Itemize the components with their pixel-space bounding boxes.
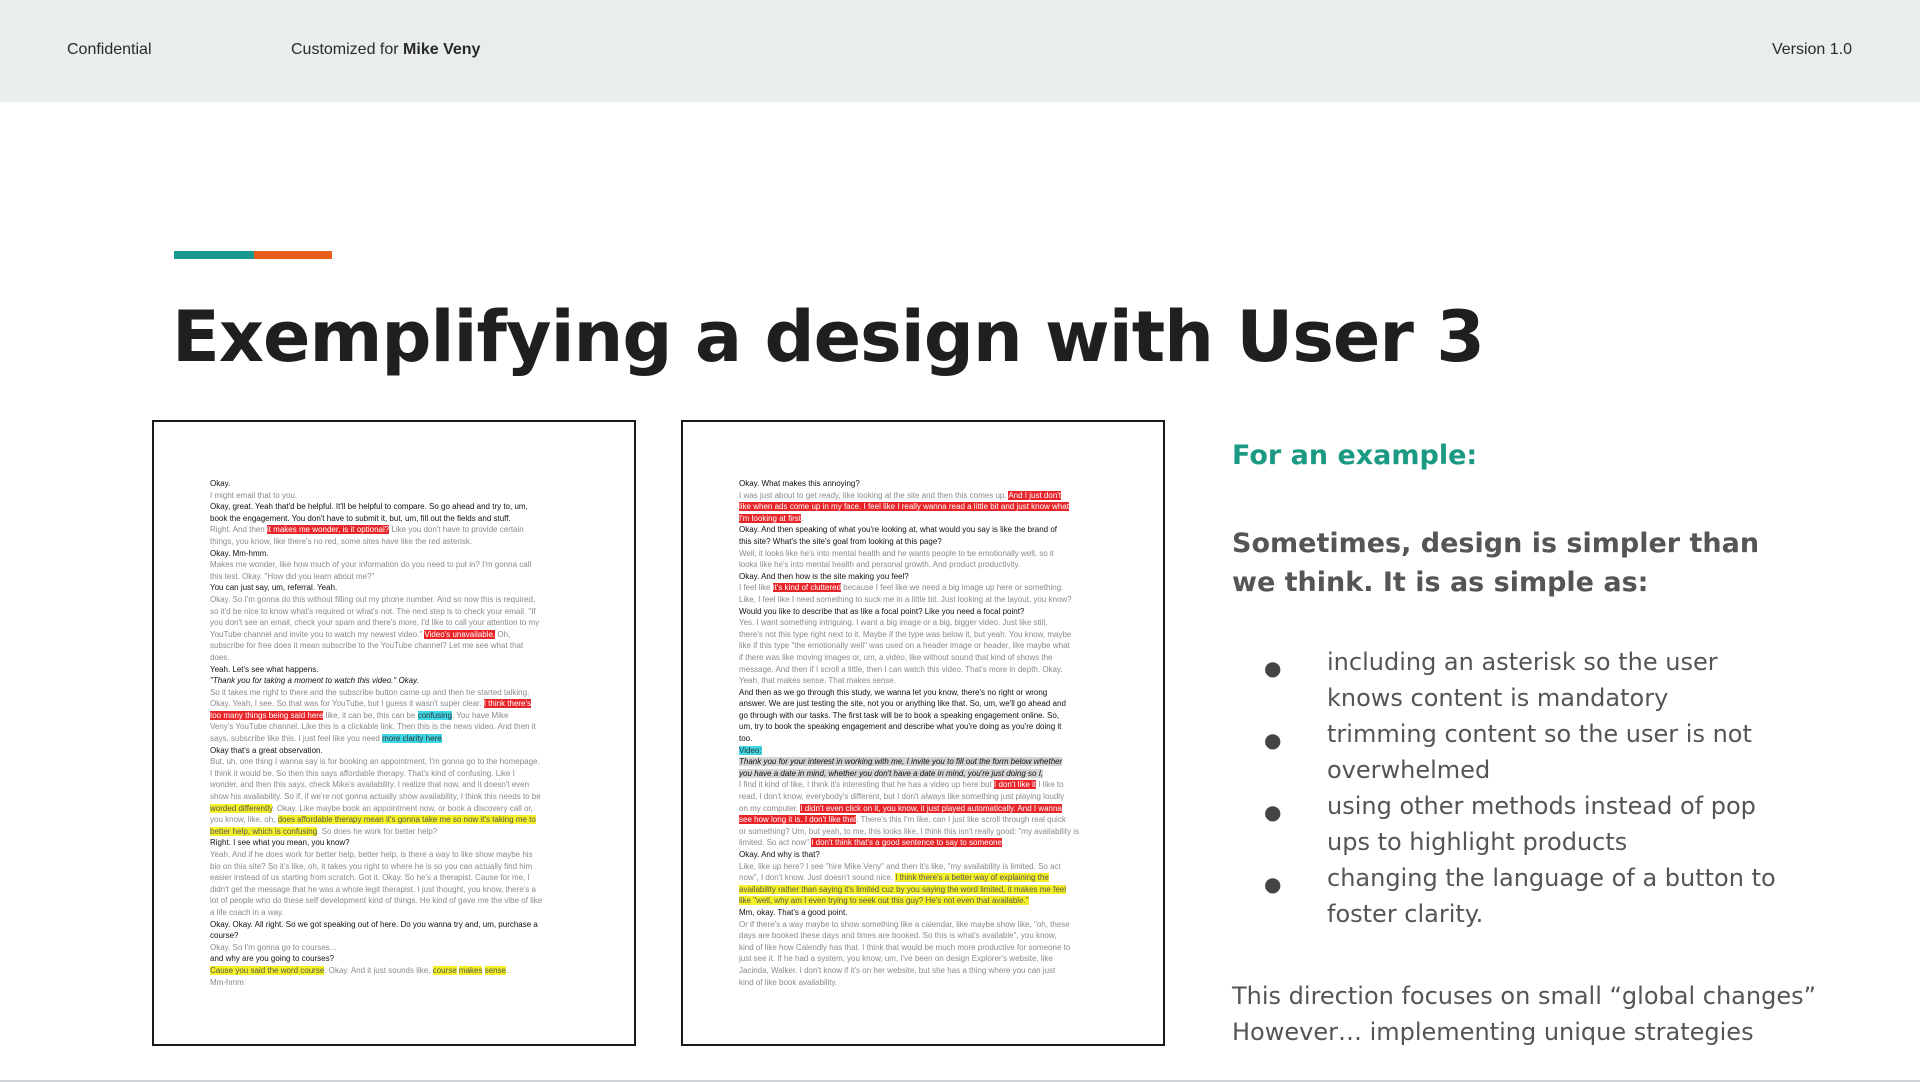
transcript-text: Okay. And then speaking of what you're looking at, what would you say is like the brand of [739, 525, 1058, 535]
transcript-line [739, 837, 1111, 849]
transcript-line [210, 756, 582, 768]
transcript-text: too. [739, 734, 753, 744]
transcript-line [210, 907, 582, 919]
transcript-line [739, 513, 1111, 525]
transcript-text: you don't see an email, check your spam and there's more, I'd like to call your attention to my [210, 618, 540, 628]
example-panel [1232, 440, 1852, 1046]
transcript-line [739, 779, 1111, 791]
transcript-text: Okay, great. Yeah that'd be helpful. It'll be helpful to compare. So go ahead and try to, um, [210, 502, 528, 512]
transcript-text: Oh, [495, 629, 511, 639]
transcript-text: Mm-hmm [210, 977, 244, 987]
highlighted-text-red: too many things being said here [210, 710, 324, 720]
version-label: Version 1.0 [1771, 41, 1852, 58]
highlighted-text-red: And I just don't [1008, 490, 1062, 500]
transcript-text: Or if there's a way maybe to show something like a calendar, like maybe show like, "oh, these [739, 919, 1070, 929]
transcript-line [210, 548, 582, 560]
transcript-text: I feel like [739, 583, 773, 593]
example-bullet-list [1232, 644, 1792, 932]
transcript-text: Like, like up here? I see "hire Mike Veny" and then it's like, "my availability is limited. So act [739, 861, 1061, 871]
highlighted-text-red: it makes me wonder, is it optional? [266, 525, 390, 535]
transcript-text: You can just say, um, referral. Yeah. [210, 583, 338, 593]
transcript-text: subscribe for free does it mean subscribe to the YouTube channel? Let me see what that [210, 641, 524, 651]
transcript-text: Okay that's a great observation. [210, 745, 323, 755]
highlighted-text-red: it's kind of cluttered [772, 583, 842, 593]
transcript-text: . Okay. And it just sounds like, [324, 965, 433, 975]
transcript-text: . Okay. Like maybe book an appointment now, or book a discovery call or, [272, 803, 533, 813]
transcript-text: message. And then if I scroll a little, then I can watch this video. That's more in depth. Okay. [739, 664, 1063, 674]
transcript-line [210, 710, 582, 722]
transcript-line [210, 687, 582, 699]
accent-bar-teal [174, 251, 254, 259]
highlighted-text-yellow: I think there's a better way of explaining the [895, 873, 1049, 883]
transcript-line [739, 687, 1111, 699]
highlighted-text-red: I don't think that's a good sentence to say to someone [811, 838, 1002, 848]
highlighted-text-yellow: sense [484, 965, 507, 975]
transcript-text: . So does he work for better help? [317, 826, 438, 836]
transcript-line [210, 559, 582, 571]
confidential-label: Confidential [67, 41, 152, 58]
transcript-line [210, 977, 582, 989]
transcript-line [210, 675, 582, 687]
transcript-text: go through with our tasks. The first task will be to book a speaking engagement online. So, [739, 710, 1060, 720]
transcript-line [210, 524, 582, 536]
transcript-line [739, 791, 1111, 803]
highlighted-text-yellow: worded differently [210, 803, 273, 813]
transcript-line [210, 895, 582, 907]
transcript-text: Okay. So I'm gonna do this without filling out my phone number. And so now this is required, [210, 594, 536, 604]
transcript-text: I think it would be. So then this says affordable therapy. That's kind of confusing. Like I [210, 768, 515, 778]
transcript-text: like, it can be, this can be [323, 710, 418, 720]
transcript-text: limited. So act now" [739, 838, 812, 848]
transcript-text: Okay. And why is that? [739, 850, 820, 859]
transcript-text: I like to [1036, 780, 1064, 790]
example-heading: For an example: [1232, 440, 1478, 471]
transcript-line [210, 919, 582, 931]
transcript-text: Right. And then [210, 525, 267, 535]
bullet-dot-icon: ● [1264, 656, 1282, 680]
customized-for-label [291, 41, 480, 59]
transcript-text: But, uh, one thing I wanna say is for booking an appointment, I'm gonna go to the homepage. [210, 757, 540, 767]
transcript-text: Would you like to describe that as like a focal point? Like you need a focal point? [739, 606, 1025, 616]
transcript-text: "Thank you for taking a moment to watch this video." Okay. [210, 676, 419, 686]
transcript-text: because I feel like we need a big image up here or something. [841, 583, 1064, 593]
transcript-line [739, 745, 1111, 757]
transcript-text: kind of like book availability. [739, 977, 838, 987]
transcript-line [210, 640, 582, 652]
transcript-line [210, 617, 582, 629]
transcript-text: like if this type "the emotionally well" was used on a header image or header, like maybe what [739, 641, 1070, 651]
transcript-line [739, 849, 1111, 861]
transcript-line [739, 536, 1111, 548]
highlighted-text-red: I don't like it [994, 780, 1037, 790]
transcript-text: this site? What's the site's goal from looking at this page? [739, 536, 942, 546]
highlighted-text-red: see how long it is. I don't like that [739, 815, 857, 825]
transcript-text: kind of like how Calendly has that. I think that would be much more productive for someone to [739, 942, 1071, 952]
transcript-line [210, 872, 582, 884]
highlighted-text-grey: you have a date in mind, whether you don't have a date in mind, you're just doing so I, [739, 768, 1044, 778]
transcript-text: on my computer. [739, 803, 801, 813]
transcript-text: bio on this site? So it's like, oh, it takes you right to where he is so you can actually find him [210, 861, 533, 871]
transcript-text: Okay. Okay. All right. So we got speaking out of here. Do you wanna try and, um, purchase a [210, 919, 538, 929]
transcript-text: Okay. And then how is the site making you feel? [739, 571, 909, 581]
transcript-line [739, 721, 1111, 733]
transcript-text: Makes me wonder, like how much of your information do you need to put in? I'm gonna call [210, 560, 532, 570]
transcript-line [739, 524, 1111, 536]
transcript-text: book the engagement. You don't have to submit it, but, um, fill out the fields and stuff. [210, 513, 511, 523]
transcript-text: . [1001, 838, 1005, 848]
transcript-line [739, 698, 1111, 710]
transcript-line [210, 629, 582, 641]
transcript-text: or something? Um, but yeah, to me, this looks like, I think this isn't really good: "my availability is [739, 826, 1080, 836]
transcript-text: So it takes me right to there and the subscribe button came up and then he started talking. [210, 687, 530, 697]
transcript-line [739, 826, 1111, 838]
transcript-line [739, 965, 1111, 977]
transcript-line [210, 803, 582, 815]
transcript-text: Right. I see what you mean, you know? [210, 838, 350, 848]
transcript-text: course? [210, 931, 239, 941]
transcript-text: Yeah. Let's see what happens. [210, 664, 319, 674]
transcript-line [210, 791, 582, 803]
transcript-text: Veny's YouTube channel. Like this is a clickable link. Then this is the news video. And then it [210, 722, 536, 732]
transcript-text: . [506, 965, 509, 975]
transcript-line [739, 571, 1111, 583]
transcript-text: I might email that to you. [210, 490, 298, 500]
highlighted-text-yellow: availability rather than saying it's limited cuz by you saying the word limited, it makes me feel [739, 884, 1067, 894]
transcript-line [210, 536, 582, 548]
transcript-text: Okay. Mm-hmm. [210, 548, 269, 558]
transcript-line [210, 571, 582, 583]
transcript-line [210, 501, 582, 513]
transcript-line [739, 582, 1111, 594]
highlighted-text-yellow: does affordable therapy mean it's gonna take me so now it's taking me to [277, 815, 536, 825]
transcript-text: does. [210, 652, 230, 662]
transcript-line [210, 478, 582, 490]
transcript-line [739, 606, 1111, 618]
highlighted-text-grey: Thank you for your interest in working with me, I invite you to fill out the form below whether [739, 757, 1063, 767]
transcript-text: looks like he's into mental health and personal growth. And product productivity. [739, 560, 1021, 570]
highlighted-text-red: I'm looking at first [739, 513, 801, 523]
transcript-text: Yes. I want something intriguing. I want a big image or a big, bigger video. Just like still, [739, 618, 1048, 628]
transcript-right-lines [739, 478, 1111, 988]
transcript-text: Okay. What makes this annoying? [739, 479, 860, 488]
transcript-line [739, 884, 1111, 896]
transcript-text: things, you know, like there's no red, some sites have like the red asterisk. [210, 536, 473, 546]
example-bullet-text: trimming content so the user is not overwhelmed [1327, 720, 1752, 784]
transcript-line [739, 861, 1111, 873]
transcript-line [210, 733, 582, 745]
transcript-line [739, 977, 1111, 989]
transcript-text: just see it. If he had a system, you know, um, I've been on design Explorer's website, like [739, 954, 1053, 964]
transcript-left-lines [210, 478, 582, 988]
transcript-line [210, 861, 582, 873]
transcript-text: And then as we go through this study, we wanna let you know, there's no right or wrong [739, 687, 1048, 697]
transcript-text: . [441, 734, 444, 744]
transcript-line [739, 652, 1111, 664]
transcript-line [210, 582, 582, 594]
transcript-text: this test. Okay. "How did you learn about me?" [210, 571, 375, 581]
transcript-text: so it'd be nice to know what's required or what's not. The next step is to check your email. "If [210, 606, 536, 616]
highlighted-text-yellow: makes [458, 965, 483, 975]
transcript-line [210, 513, 582, 525]
slide-title: Exemplifying a design with User 3 [172, 296, 1484, 378]
transcript-line [739, 559, 1111, 571]
transcript-line [739, 548, 1111, 560]
accent-bar-orange [254, 251, 332, 259]
transcript-line [739, 895, 1111, 907]
transcript-text: a life coach in a way. [210, 907, 284, 917]
transcript-text: says, subscribe like this. I just feel like you need [210, 734, 383, 744]
transcript-text: Well, it looks like he's into mental health and he wants people to be emotionally well, so it [739, 548, 1054, 558]
highlighted-text-cyan: confusing [417, 710, 452, 720]
transcript-text: Jacinda, Walker. I don't know if it's on her website, but she has a thing where you can just [739, 965, 1056, 975]
transcript-text: easier instead of us starting from scratch. Got it. Okay. So he's a therapist. Cause for me, I [210, 873, 530, 883]
transcript-line [739, 617, 1111, 629]
transcript-line [210, 606, 582, 618]
transcript-line [210, 826, 582, 838]
highlighted-text-cyan: Video: [739, 745, 762, 755]
transcript-line [210, 942, 582, 954]
transcript-text: Okay. [210, 479, 231, 488]
example-bullet-text: using other methods instead of pop ups to highlight products [1327, 792, 1756, 856]
bullet-dot-icon: ● [1264, 872, 1282, 896]
transcript-text: Like, I feel like I need something to suck me in a little bit. Just looking at the layout, you know? [739, 594, 1072, 604]
slide-header [0, 0, 1920, 102]
transcript-line [739, 478, 1111, 490]
transcript-line [210, 965, 582, 977]
transcript-text: now", I don't know. Just doesn't sound nice. [739, 873, 896, 883]
transcript-line [739, 675, 1111, 687]
example-bullet-text: including an asterisk so the user knows content is mandatory [1327, 648, 1718, 712]
transcript-line [739, 930, 1111, 942]
transcript-text: Okay. Yeah, I see. So that was for YouTube, but I guess it wasn't super clear. [210, 699, 484, 709]
transcript-line [210, 849, 582, 861]
example-bullet-text: changing the language of a button to foster clarity. [1327, 864, 1776, 928]
transcript-line [739, 768, 1111, 780]
transcript-text: Like you don't have to provide certain [389, 525, 524, 535]
transcript-text: lot of people who do these self development kind of things. He kind of gave me the vibe of like [210, 896, 543, 906]
bullet-dot-icon: ● [1264, 728, 1282, 752]
highlighted-text-yellow: better help, which is confusing [210, 826, 318, 836]
transcript-line [210, 930, 582, 942]
transcript-line [210, 768, 582, 780]
transcript-line [739, 942, 1111, 954]
transcript-line [739, 907, 1111, 919]
transcript-line [210, 490, 582, 502]
transcript-page-left [152, 420, 636, 1046]
transcript-text: Yeah, that makes sense. That makes sense. [739, 676, 896, 686]
transcript-line [739, 953, 1111, 965]
transcript-line [739, 629, 1111, 641]
transcript-text: Mm, okay. That's a good point. [739, 907, 848, 917]
example-bullet-item [1232, 644, 1792, 716]
transcript-text: you know, like, oh, [210, 815, 278, 825]
transcript-line [739, 640, 1111, 652]
transcript-line [739, 664, 1111, 676]
transcript-text: um, try to book the speaking engagement and describe what you're doing as you're doing it [739, 722, 1062, 732]
bullet-dot-icon: ● [1264, 800, 1282, 824]
transcript-text: wonder, and then this says, check Mike's availability. I realize that now, and it doesn't even [210, 780, 530, 790]
direction-note-line-1: This direction focuses on small “global changes” [1232, 982, 1817, 1010]
transcript-line [210, 837, 582, 849]
transcript-line [739, 490, 1111, 502]
transcript-text: days are booked these days and times are booked. So this is what's available", you know, [739, 931, 1057, 941]
transcript-line [739, 710, 1111, 722]
transcript-line [210, 745, 582, 757]
transcript-text: . There's this I'm like, can I just like scroll through real quick [856, 815, 1066, 825]
highlighted-text-red: like when ads come up in my face. I feel like I really wanna read a little bit and just know what [739, 502, 1069, 512]
highlighted-text-cyan: more clarity here [382, 734, 442, 744]
transcript-line [739, 872, 1111, 884]
direction-note [1232, 978, 1852, 1050]
transcript-text: . You have Mike [451, 710, 509, 720]
example-bullet-item [1232, 860, 1792, 932]
transcript-text: I was just about to get ready, like looking at the site and then this comes up. [739, 490, 1009, 500]
transcript-text: answer. We are just testing the site, not you or anything like that. So, um, we'll go ahead and [739, 699, 1066, 709]
transcript-line [739, 594, 1111, 606]
transcript-text: Okay. So I'm gonna go to courses... [210, 942, 337, 952]
transcript-line [739, 733, 1111, 745]
highlighted-text-red: I think there's [483, 699, 532, 709]
highlighted-text-red: I didn't even click on it, you know, it just played automatically. And I wanna [800, 803, 1062, 813]
transcript-text: YouTube channel and invite you to watch my newest video." [210, 629, 425, 639]
transcript-text: there's not this type right next to it. Maybe if the type was below it, but yeah. You know, maybe [739, 629, 1072, 639]
direction-note-line-2: However… implementing unique strategies [1232, 1018, 1754, 1046]
transcript-line [210, 652, 582, 664]
transcript-line [210, 953, 582, 965]
transcript-page-right [681, 420, 1165, 1046]
transcript-line [210, 698, 582, 710]
transcript-line [739, 501, 1111, 513]
transcript-text: didn't get the message that he was a whole legit therapist. I just thought, you know, there's a [210, 884, 536, 894]
transcript-text: I find it kind of like, I think it's interesting that he has a video up here but [739, 780, 995, 790]
transcript-text: Yeah. And if he does work for better help, better help, is there a way to like show maybe his [210, 850, 533, 859]
customized-prefix: Customized for [291, 41, 399, 58]
transcript-text: if there was like moving images or, um, a video, like without sound that kind of shows the [739, 652, 1053, 662]
transcript-line [739, 814, 1111, 826]
transcript-text: read, I don't know, everybody's different, but I don't always like something just playing loudly [739, 792, 1065, 802]
transcript-line [210, 721, 582, 733]
transcript-line [739, 919, 1111, 931]
transcript-line [210, 594, 582, 606]
customer-name: Mike Veny [403, 41, 481, 58]
transcript-text: and why are you going to courses? [210, 954, 335, 964]
transcript-line [210, 814, 582, 826]
transcript-text: show his availability. So if, if we're not gonna actually show availability, I think this needs to be [210, 792, 541, 802]
transcript-text: . [801, 513, 804, 523]
example-bullet-item [1232, 716, 1792, 788]
transcript-line [739, 756, 1111, 768]
highlighted-text-red: Video's unavailable. [424, 629, 496, 639]
highlighted-text-yellow: Cause you said the word course [210, 965, 325, 975]
example-lead: Sometimes, design is simpler than we think. It is as simple as: [1232, 528, 1760, 598]
transcript-line [739, 803, 1111, 815]
highlighted-text-yellow: like "well, why am I even trying to seek out this guy? He's not even that available." [739, 896, 1029, 906]
transcript-line [210, 884, 582, 896]
transcript-line [210, 664, 582, 676]
example-bullet-item [1232, 788, 1792, 860]
transcript-line [210, 779, 582, 791]
highlighted-text-yellow: course [432, 965, 457, 975]
